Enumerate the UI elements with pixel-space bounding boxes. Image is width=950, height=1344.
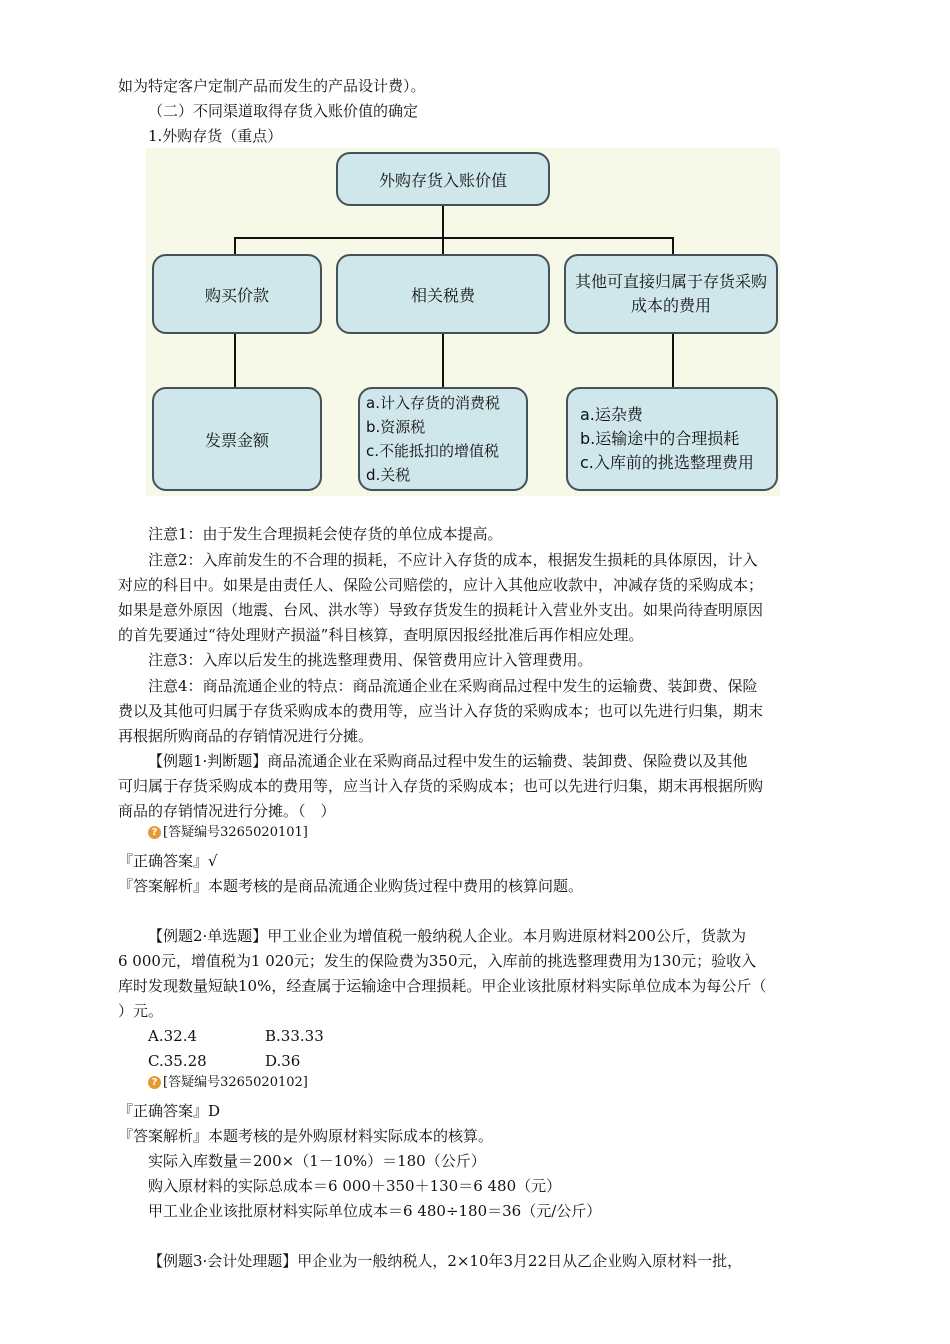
example1-question-cont: 可归属于存货采购成本的费用等，应当计入存货的采购成本；也可以先进行归集，期末再根据所购: [118, 777, 764, 795]
branch-label: 购买价款: [204, 285, 269, 305]
qa-code: [答疑编号3265020101]: [163, 825, 308, 840]
connector: [442, 334, 444, 388]
option-d: D.36: [265, 1052, 301, 1070]
example2-question: 【例题2·单选题】甲工业企业为增值税一般纳税人企业。本月购进原材料200公斤，货款为: [148, 927, 746, 945]
diagram-leaf-other-items: [566, 387, 778, 491]
leaf-item: b.运输途中的合理损耗: [580, 429, 740, 448]
note-3: 注意3：入库以后发生的挑选整理费用、保管费用应计入管理费用。: [148, 651, 593, 669]
diagram-leaf-tax-items: [358, 387, 528, 491]
example2-analysis: 『答案解析』本题考核的是外购原材料实际成本的核算。: [118, 1127, 494, 1145]
diagram-branch-other-costs: [564, 254, 778, 334]
example3-question: 【例题3·会计处理题】甲企业为一般纳税人，2×10年3月22日从乙企业购入原材料一批，: [148, 1252, 743, 1270]
connector: [234, 334, 236, 388]
option-c: C.35.28: [148, 1052, 207, 1070]
calc-line: 甲工业企业该批原材料实际单位成本＝6 480÷180＝36（元/公斤）: [148, 1202, 602, 1220]
diagram-branch-purchase-price: [152, 254, 322, 334]
connector: [442, 237, 444, 255]
diagram-branch-taxes: [336, 254, 550, 334]
section-subheading: 1.外购存货（重点）: [148, 127, 283, 145]
option-a: A.32.4: [148, 1027, 197, 1045]
example2-answer: 『正确答案』D: [118, 1102, 221, 1120]
leaf-item: c.不能抵扣的增值税: [366, 442, 500, 460]
diagram-root: [336, 152, 550, 206]
diagram-root-label: 外购存货入账价值: [378, 170, 507, 190]
calc-line: 实际入库数量＝200×（1－10%）＝180（公斤）: [148, 1152, 486, 1170]
branch-label: 相关税费: [410, 285, 475, 305]
example2-qa-link[interactable]: [148, 1073, 308, 1093]
note-4-cont: 费以及其他可归属于存货采购成本的费用等，应当计入存货的采购成本；也可以先进行归集，期末: [118, 702, 764, 720]
connector: [672, 237, 674, 255]
note-4-cont: 再根据所购商品的存销情况进行分摊。: [118, 727, 374, 745]
note-2-cont: 对应的科目中。如果是由责任人、保险公司赔偿的，应计入其他应收款中，冲减存货的采购成本；: [118, 576, 764, 594]
example2-question-cont: ）元。: [118, 1002, 164, 1020]
note-2: 注意2：入库前发生的不合理的损耗，不应计入存货的成本，根据发生损耗的具体原因，计入: [148, 551, 758, 569]
connector: [442, 206, 444, 238]
example1-question-cont: 商品的存销情况进行分摊。（ ）: [118, 802, 336, 820]
note-1: 注意1：由于发生合理损耗会使存货的单位成本提高。: [148, 525, 503, 543]
leaf-item: b.资源税: [366, 418, 426, 436]
leaf-item: c.入库前的挑选整理费用: [580, 453, 754, 472]
note-2-cont: 的首先要通过“待处理财产损溢”科目核算，查明原因报经批准后再作相应处理。: [118, 626, 644, 644]
note-2-cont: 如果是意外原因（地震、台风、洪水等）导致存货发生的损耗计入营业外支出。如果尚待查明原因: [118, 601, 764, 619]
connector: [672, 334, 674, 388]
example2-question-cont: 库时发现数量短缺10%，经查属于运输途中合理损耗。甲企业该批原材料实际单位成本为每公斤（: [118, 977, 767, 995]
example2-question-cont: 6 000元，增值税为1 020元；发生的保险费为350元，入库前的挑选整理费用为130元；验收入: [118, 952, 757, 970]
note-4: 注意4：商品流通企业的特点：商品流通企业在采购商品过程中发生的运输费、装卸费、保险: [148, 677, 758, 695]
branch-label-line: 其他可直接归属于存货采购: [574, 272, 767, 291]
example1-question: 【例题1·判断题】商品流通企业在采购商品过程中发生的运输费、装卸费、保险费以及其他: [148, 752, 748, 770]
leaf-item: d.关税: [366, 466, 411, 484]
example1-answer: 『正确答案』√: [118, 852, 218, 870]
leaf-label: 发票金额: [204, 430, 269, 450]
diagram-leaf-invoice-amount: [152, 387, 322, 491]
section-heading: （二）不同渠道取得存货入账价值的确定: [148, 102, 419, 120]
inventory-value-diagram: [146, 148, 780, 496]
question-circle-icon: ?: [148, 826, 161, 839]
option-b: B.33.33: [265, 1027, 324, 1045]
question-circle-icon: ?: [148, 1076, 161, 1089]
leaf-item: a.运杂费: [580, 405, 643, 424]
qa-code: [答疑编号3265020102]: [163, 1075, 308, 1090]
connector: [234, 237, 674, 239]
calc-line: 购入原材料的实际总成本＝6 000＋350＋130＝6 480（元）: [148, 1177, 562, 1195]
example1-qa-link[interactable]: [148, 823, 308, 843]
branch-label-line: 成本的费用: [630, 296, 711, 315]
connector: [234, 237, 236, 255]
leaf-item: a.计入存货的消费税: [366, 394, 500, 412]
intro-line: 如为特定客户定制产品而发生的产品设计费）。: [118, 77, 426, 95]
example1-analysis: 『答案解析』本题考核的是商品流通企业购货过程中费用的核算问题。: [118, 877, 584, 895]
